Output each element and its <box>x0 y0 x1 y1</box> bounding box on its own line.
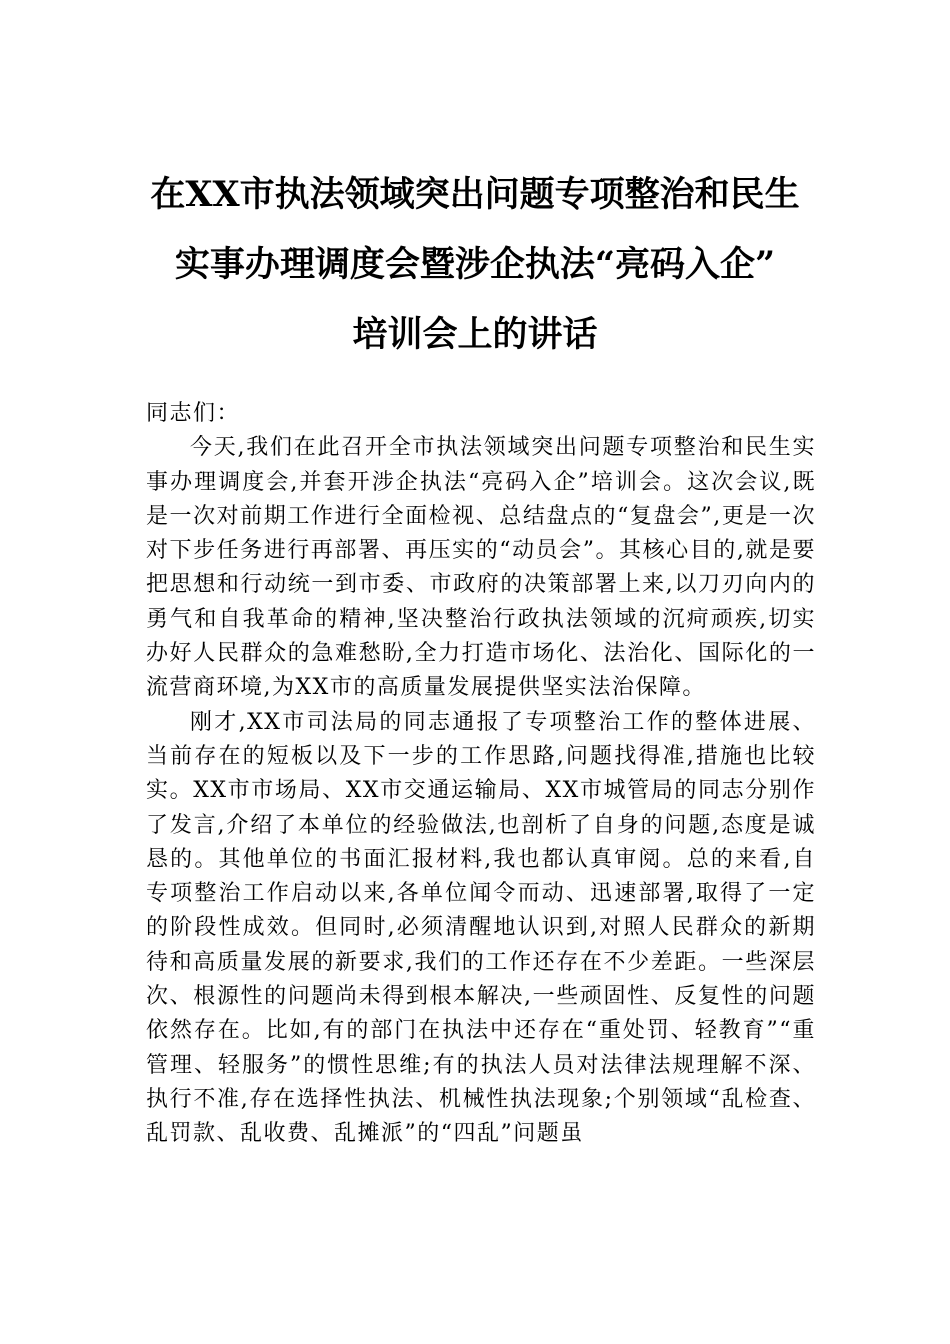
paragraph-2: 刚才,XX市司法局的同志通报了专项整治工作的整体进展、当前存在的短板以及下一步的工作思路,问题找得准,措施也比较实。XX市市场局、XX市交通运输局、XX市城管局的同志分别作了发言,介绍了本单位的经验做法,也剖析了自身的问题,态度是诚恳的。其他单位的书面汇报材料,我也都认真审阅。总的来看,自专项整治工作启动以来,各单位闻令而动、迅速部署,取得了一定的阶段性成效。但同时,必须清醒地认识到,对照人民群众的新期待和高质量发展的新要求,我们的工作还存在不少差距。一些深层次、根源性的问题尚未得到根本解决,一些顽固性、反复性的问题依然存在。比如,有的部门在执法中还存在“重处罚、轻教育”“重管理、轻服务”的惯性思维;有的执法人员对法律法规理解不深、执行不准,存在选择性执法、机械性执法现象;个别领域“乱检查、乱罚款、乱收费、乱摊派”的“四乱”问题虽 <box>146 709 816 1147</box>
document-title <box>120 160 830 370</box>
salutation: 同志们： <box>146 401 241 426</box>
title-line-1: 在XX市执法领域突出问题专项整治和民生 <box>150 174 800 215</box>
title-line-3: 培训会上的讲话 <box>352 314 598 355</box>
paragraph-1: 今天,我们在此召开全市执法领域突出问题专项整治和民生实事办理调度会,并套开涉企执法“亮码入企”培训会。这次会议,既是一次对前期工作进行全面检视、总结盘点的“复盘会”,更是一次对下步任务进行再部署、再压实的“动员会”。其核心目的,就是要把思想和行动统一到市委、市政府的决策部署上来,以刀刃向内的勇气和自我革命的精神,坚决整治行政执法领域的沉疴顽疾,切实办好人民群众的急难愁盼,全力打造市场化、法治化、国际化的一流营商环境,为XX市的高质量发展提供坚实法治保障。 <box>146 435 816 701</box>
document-body <box>146 397 816 1152</box>
title-line-2: 实事办理调度会暨涉企执法“亮码入企” <box>174 244 776 285</box>
